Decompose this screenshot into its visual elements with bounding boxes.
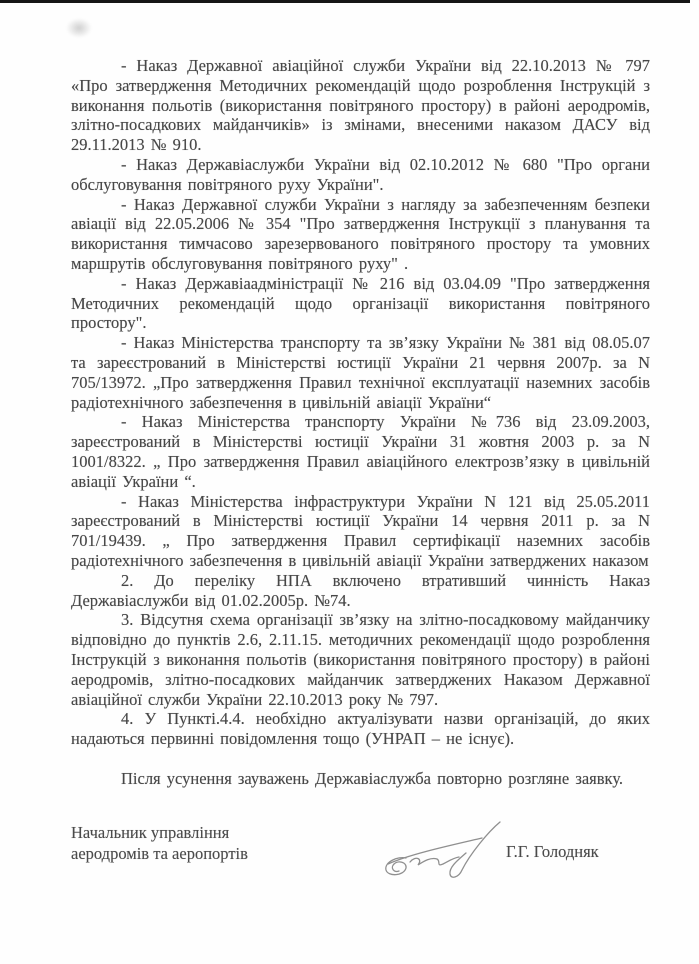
numbered-item-2: 2. До переліку НПА включено втративший чинність Наказ Державіаслужби від 01.02.2005р. №74. bbox=[71, 570, 650, 610]
list-item-order-216: - Наказ Державіаадміністрації № 216 від 03.04.09 "Про затвердження Методичних рекомендацій щодо організації використання повітряного простору". bbox=[71, 273, 650, 333]
document-body bbox=[71, 56, 650, 789]
signer-position-line2: аеродромів та аеропортів bbox=[71, 844, 248, 863]
list-item-order-381: - Наказ Міністерства транспорту та зв’язку України № 381 від 08.05.07 та зареєстрований в Міністерстві юстиції України 21 червня 2007р. за N 705/13972. „Про затвердження Правил технічної експлуатації наземних засобів радіотехнічного забезпечення в цивільній авіації України“ bbox=[71, 333, 650, 412]
list-item-order-736: - Наказ Міністерства транспорту України №736 від 23.09.2003, зареєстрований в Міністерстві юстиції України 31 жовтня 2003 р. за N 1001/8322. „ Про затвердження Правил авіаційного електрозв’язку в цивільній авіації України “. bbox=[71, 412, 650, 491]
signer-position-line1: Начальник управління bbox=[71, 823, 230, 842]
scan-artifact-top-line bbox=[0, 0, 690, 3]
list-item-order-354: - Наказ Державної служби України з нагляду за забезпеченням безпеки авіації від 22.05.2006 № 354 "Про затвердження Інструкції з планування та використання тимчасово зарезервованого повітряного простору та умовних маршрутів обслуговування повітряного руху" . bbox=[71, 194, 650, 273]
numbered-item-4: 4. У Пункті.4.4. необхідно актуалізувати назви організацій, до яких надаються первинні повідомлення тощо (УНРАП – не існує). bbox=[71, 709, 650, 749]
list-item-order-797: - Наказ Державної авіаційної служби України від 22.10.2013 № 797 «Про затвердження Методичних рекомендацій щодо розроблення Інструкцій з виконання польотів (використання повітряного простору) в районі аеродромів, злітно-посадкових майданчиків» із змінами, внесеними наказом ДАСУ від 29.11.2013 № 910. bbox=[71, 56, 650, 155]
handwritten-signature-icon bbox=[372, 814, 512, 890]
closing-paragraph: Після усунення зауважень Державіаслужба повторно розгляне заявку. bbox=[121, 768, 624, 788]
signer-position bbox=[71, 822, 248, 864]
scan-artifact-smudge bbox=[66, 18, 92, 38]
signer-name: Г.Г. Голодняк bbox=[506, 842, 599, 861]
list-item-order-680: - Наказ Державіаслужби України від 02.10.2012 № 680 "Про органи обслуговування повітряного руху України". bbox=[71, 154, 650, 194]
numbered-item-3: 3. Відсутня схема організації зв’язку на злітно-посадковому майданчику відповідно до пунктів 2.6, 2.11.15. методичних рекомендації щодо розроблення Інструкцій з виконання польотів (використання повітряного простору) в районі аеродромів, злітно-посадкових майданчик затверджених Наказом Державної авіаційної служби України 22.10.2013 року № 797. bbox=[71, 610, 650, 709]
list-item-order-121: - Наказ Міністерства інфраструктури України N 121 від 25.05.2011 зареєстрований в Міністерстві юстиції України 14 червня 2011 р. за N 701/19439. „ Про затвердження Правил сертифікації наземних засобів радіотехнічного забезпечення в цивільній авіації України затверджених наказом bbox=[71, 491, 650, 570]
